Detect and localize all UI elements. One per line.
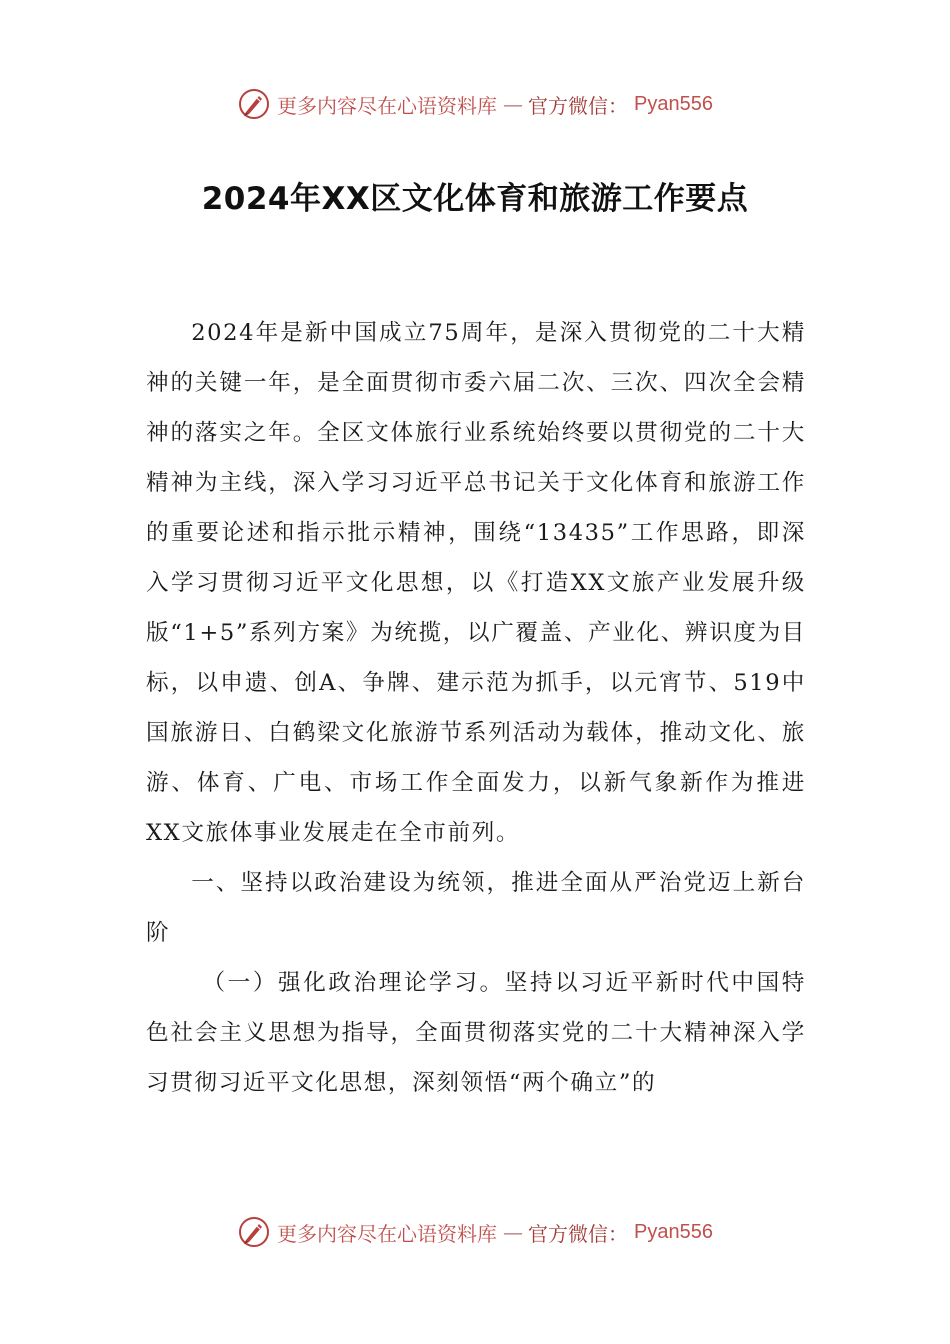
subsection-1-paragraph: （一）强化政治理论学习。坚持以习近平新时代中国特色社会主义思想为指导，全面贯彻落实党的二十大精神深入学习贯彻习近平文化思想，深刻领悟“两个确立”的	[146, 970, 806, 1096]
document-title: 2024年XX区文化体育和旅游工作要点	[201, 181, 749, 217]
watermark-banner-bottom	[0, 1212, 950, 1252]
banner-wechat-label: 官方微信：	[528, 1221, 629, 1246]
section-heading-1: 一、坚持以政治建设为统领，推进全面从严治党迈上新台阶	[146, 870, 806, 946]
quill-pen-logo-icon	[237, 87, 271, 121]
paragraph-intro: 2024年是新中国成立75周年，是深入贯彻党的二十大精神的关键一年，是全面贯彻市委六届二次、三次、四次全会精神的落实之年。全区文体旅行业系统始终要以贯彻党的二十大精神为主线，深入学习习近平总书记关于文化体育和旅游工作的重要论述和指示批示精神，围绕“13435”工作思路，即深入学习贯彻习近平文化思想，以《打造XX文旅产业发展升级版“1+5”系列方案》为统揽，以广覆盖、产业化、辨识度为目标，以申遗、创A、争牌、建示范为抓手，以元宵节、519中国旅游日、白鹤梁文化旅游节系列活动为载体，推动文化、旅游、体育、广电、市场工作全面发力，以新气象新作为推进XX文旅体事业发展走在全市前列。	[146, 320, 806, 846]
document-body	[146, 308, 806, 1108]
watermark-banner-top	[0, 84, 950, 124]
banner-wechat-label: 官方微信：	[528, 93, 629, 118]
banner-separator: —	[503, 1220, 523, 1244]
quill-pen-logo-icon	[237, 1215, 271, 1249]
banner-wechat-id: Pyan556	[634, 1220, 713, 1243]
banner-wechat-id: Pyan556	[634, 92, 713, 115]
banner-site-text: 更多内容尽在心语资料库	[277, 93, 498, 118]
banner-site-text: 更多内容尽在心语资料库	[277, 1221, 498, 1246]
banner-separator: —	[503, 92, 523, 116]
